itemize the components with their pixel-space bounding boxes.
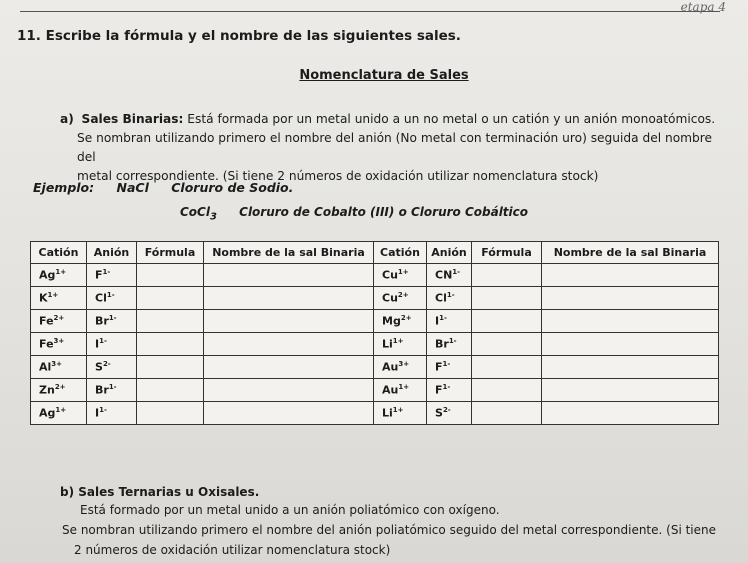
anion-cell bbox=[87, 287, 137, 310]
anion-cell-symbol: I bbox=[435, 314, 440, 328]
name-answer-cell[interactable] bbox=[204, 333, 374, 356]
anion-cell-symbol: I bbox=[95, 406, 100, 420]
formula-answer-cell[interactable] bbox=[472, 379, 542, 402]
example-formula-1: NaCl bbox=[116, 180, 149, 195]
cation-cell-charge: 2+ bbox=[397, 291, 409, 300]
cation-cell bbox=[374, 379, 427, 402]
cation-cell-charge: 1+ bbox=[392, 337, 404, 346]
header-cation-1: Catión bbox=[31, 242, 87, 264]
cation-cell bbox=[31, 402, 87, 425]
formula-answer-cell[interactable] bbox=[137, 264, 204, 287]
anion-cell-charge: 1- bbox=[108, 314, 117, 323]
cation-cell bbox=[31, 333, 87, 356]
formula-answer-cell[interactable] bbox=[472, 333, 542, 356]
section-title-text: Nomenclatura de Sales bbox=[299, 68, 469, 83]
header-formula-2: Fórmula bbox=[472, 242, 542, 264]
example-line-2 bbox=[180, 205, 528, 222]
question-title: 11. Escribe la fórmula y el nombre de las siguientes sales. bbox=[17, 28, 461, 44]
anion-cell-charge: 1- bbox=[106, 291, 115, 300]
anion-cell-symbol: F bbox=[435, 383, 443, 397]
cation-cell-symbol: Cu bbox=[382, 268, 398, 282]
anion-cell-charge: 1- bbox=[442, 360, 451, 369]
cation-cell-charge: 2+ bbox=[400, 314, 412, 323]
anion-cell-symbol: Br bbox=[435, 337, 449, 351]
cation-cell bbox=[31, 379, 87, 402]
header-name-1: Nombre de la sal Binaria bbox=[204, 242, 374, 264]
name-answer-cell[interactable] bbox=[542, 264, 719, 287]
anion-cell bbox=[427, 356, 472, 379]
name-answer-cell[interactable] bbox=[204, 287, 374, 310]
anion-cell bbox=[427, 333, 472, 356]
table-header-row bbox=[31, 242, 719, 264]
cation-cell-symbol: Al bbox=[39, 360, 52, 374]
anion-cell-symbol: S bbox=[435, 406, 443, 420]
name-answer-cell[interactable] bbox=[542, 402, 719, 425]
cation-cell-charge: 2+ bbox=[54, 383, 66, 392]
cation-cell-symbol: Ag bbox=[39, 406, 56, 420]
anion-cell-symbol: F bbox=[95, 268, 103, 282]
cation-cell bbox=[374, 310, 427, 333]
part-a-paragraph bbox=[60, 110, 730, 186]
formula-answer-cell[interactable] bbox=[137, 333, 204, 356]
cation-cell bbox=[31, 310, 87, 333]
cation-cell-charge: 3+ bbox=[398, 360, 410, 369]
anion-cell-charge: 1- bbox=[446, 291, 455, 300]
name-answer-cell[interactable] bbox=[204, 379, 374, 402]
anion-cell-charge: 1- bbox=[108, 383, 117, 392]
part-a-line2: Se nombran utilizando primero el nombre del anión (No metal con terminación uro) seguida del nombre del bbox=[77, 131, 713, 164]
cation-cell-symbol: Ag bbox=[39, 268, 56, 282]
section-title bbox=[0, 68, 748, 83]
example-formula-2-main: CoCl bbox=[180, 205, 210, 219]
part-b-line2: Se nombran utilizando primero el nombre del anión poliatómico seguido del metal correspondiente. (Si tiene bbox=[62, 523, 716, 537]
cation-cell-charge: 1+ bbox=[392, 406, 404, 415]
header-anion-1: Anión bbox=[87, 242, 137, 264]
cation-cell bbox=[31, 356, 87, 379]
part-a-line1: Está formada por un metal unido a un no metal o un catión y un anión monoatómicos. bbox=[183, 112, 716, 126]
header-name-2: Nombre de la sal Binaria bbox=[542, 242, 719, 264]
formula-answer-cell[interactable] bbox=[137, 379, 204, 402]
cation-cell-charge: 2+ bbox=[53, 314, 65, 323]
formula-answer-cell[interactable] bbox=[137, 287, 204, 310]
cation-cell-charge: 1+ bbox=[398, 383, 410, 392]
anion-cell bbox=[87, 333, 137, 356]
name-answer-cell[interactable] bbox=[542, 287, 719, 310]
anion-cell-symbol: CN bbox=[435, 268, 453, 282]
table-row bbox=[31, 333, 719, 356]
cation-cell-symbol: Au bbox=[382, 383, 399, 397]
example-name-1: Cloruro de Sodio. bbox=[171, 180, 294, 195]
formula-answer-cell[interactable] bbox=[472, 287, 542, 310]
name-answer-cell[interactable] bbox=[204, 264, 374, 287]
anion-cell-symbol: Br bbox=[95, 383, 109, 397]
corner-note: etapa 4 bbox=[680, 0, 726, 14]
formula-answer-cell[interactable] bbox=[472, 264, 542, 287]
table-row bbox=[31, 310, 719, 333]
name-answer-cell[interactable] bbox=[204, 356, 374, 379]
header-formula-1: Fórmula bbox=[137, 242, 204, 264]
cation-cell bbox=[374, 402, 427, 425]
anion-cell-symbol: S bbox=[95, 360, 103, 374]
anion-cell-charge: 1- bbox=[102, 268, 111, 277]
cation-cell-symbol: Cu bbox=[382, 291, 398, 305]
name-answer-cell[interactable] bbox=[204, 310, 374, 333]
anion-cell-symbol: Cl bbox=[95, 291, 107, 305]
formula-answer-cell[interactable] bbox=[472, 402, 542, 425]
name-answer-cell[interactable] bbox=[542, 356, 719, 379]
cation-cell-symbol: K bbox=[39, 291, 48, 305]
example-formula-2 bbox=[180, 205, 217, 223]
top-rule bbox=[20, 11, 720, 12]
formula-answer-cell[interactable] bbox=[137, 402, 204, 425]
header-anion-2: Anión bbox=[427, 242, 472, 264]
cation-cell bbox=[374, 287, 427, 310]
cation-cell bbox=[31, 287, 87, 310]
part-b-paragraph bbox=[62, 500, 720, 560]
part-a-lead: Sales Binarias: bbox=[81, 112, 184, 126]
anion-cell bbox=[427, 402, 472, 425]
anion-cell bbox=[87, 264, 137, 287]
table-row bbox=[31, 287, 719, 310]
cation-cell-charge: 1+ bbox=[55, 406, 67, 415]
cation-cell-symbol: Fe bbox=[39, 314, 54, 328]
anion-cell-charge: 1- bbox=[439, 314, 447, 323]
cation-cell-symbol: Fe bbox=[39, 337, 54, 351]
anion-cell bbox=[427, 287, 472, 310]
anion-cell-charge: 1- bbox=[452, 268, 461, 277]
anion-cell-charge: 1- bbox=[99, 406, 107, 415]
name-answer-cell[interactable] bbox=[542, 333, 719, 356]
anion-cell bbox=[427, 379, 472, 402]
cation-cell bbox=[374, 264, 427, 287]
anion-cell bbox=[427, 310, 472, 333]
anion-cell-symbol: I bbox=[95, 337, 100, 351]
cation-cell-symbol: Mg bbox=[382, 314, 401, 328]
anion-cell bbox=[427, 264, 472, 287]
example-name-2: Cloruro de Cobalto (III) o Cloruro Cobáltico bbox=[239, 205, 529, 219]
cation-cell-charge: 3+ bbox=[53, 337, 65, 346]
table-row bbox=[31, 379, 719, 402]
formula-answer-cell[interactable] bbox=[472, 356, 542, 379]
anion-cell-charge: 1- bbox=[442, 383, 451, 392]
table-row bbox=[31, 402, 719, 425]
anion-cell bbox=[87, 379, 137, 402]
example-formula-2-sub: 3 bbox=[209, 211, 217, 223]
cation-cell-charge: 1+ bbox=[55, 268, 67, 277]
formula-answer-cell[interactable] bbox=[472, 310, 542, 333]
cation-cell-charge: 1+ bbox=[397, 268, 409, 277]
example-line-1 bbox=[33, 180, 293, 195]
anion-cell-symbol: F bbox=[435, 360, 443, 374]
anion-cell-charge: 1- bbox=[448, 337, 457, 346]
part-a-line3: metal correspondiente. (Si tiene 2 números de oxidación utilizar nomenclatura stock) bbox=[77, 169, 599, 183]
name-answer-cell[interactable] bbox=[204, 402, 374, 425]
table-row bbox=[31, 356, 719, 379]
formula-answer-cell[interactable] bbox=[137, 356, 204, 379]
part-a-label: a) bbox=[60, 112, 74, 126]
cation-cell bbox=[374, 356, 427, 379]
example-label: Ejemplo: bbox=[33, 180, 95, 195]
header-cation-2: Catión bbox=[374, 242, 427, 264]
anion-cell bbox=[87, 402, 137, 425]
anion-cell-charge: 2- bbox=[102, 360, 111, 369]
table-row bbox=[31, 264, 719, 287]
cation-cell-symbol: Li bbox=[382, 337, 393, 351]
formula-answer-cell[interactable] bbox=[137, 310, 204, 333]
cation-cell-charge: 3+ bbox=[51, 360, 63, 369]
cation-cell-symbol: Zn bbox=[39, 383, 55, 397]
anion-cell-charge: 2- bbox=[442, 406, 451, 415]
anion-cell-symbol: Cl bbox=[435, 291, 447, 305]
name-answer-cell[interactable] bbox=[542, 379, 719, 402]
cation-cell bbox=[374, 333, 427, 356]
anion-cell-symbol: Br bbox=[95, 314, 109, 328]
cation-cell bbox=[31, 264, 87, 287]
cation-cell-symbol: Au bbox=[382, 360, 399, 374]
name-answer-cell[interactable] bbox=[542, 310, 719, 333]
part-b-title: b) Sales Ternarias u Oxisales. bbox=[60, 485, 260, 499]
part-b-line3: 2 números de oxidación utilizar nomenclatura stock) bbox=[74, 543, 391, 557]
anion-cell bbox=[87, 356, 137, 379]
cation-cell-charge: 1+ bbox=[47, 291, 59, 300]
cation-cell-symbol: Li bbox=[382, 406, 393, 420]
binary-salts-table bbox=[30, 241, 719, 425]
anion-cell bbox=[87, 310, 137, 333]
part-b-line1: Está formado por un metal unido a un anión poliatómico con oxígeno. bbox=[80, 503, 500, 517]
anion-cell-charge: 1- bbox=[99, 337, 107, 346]
